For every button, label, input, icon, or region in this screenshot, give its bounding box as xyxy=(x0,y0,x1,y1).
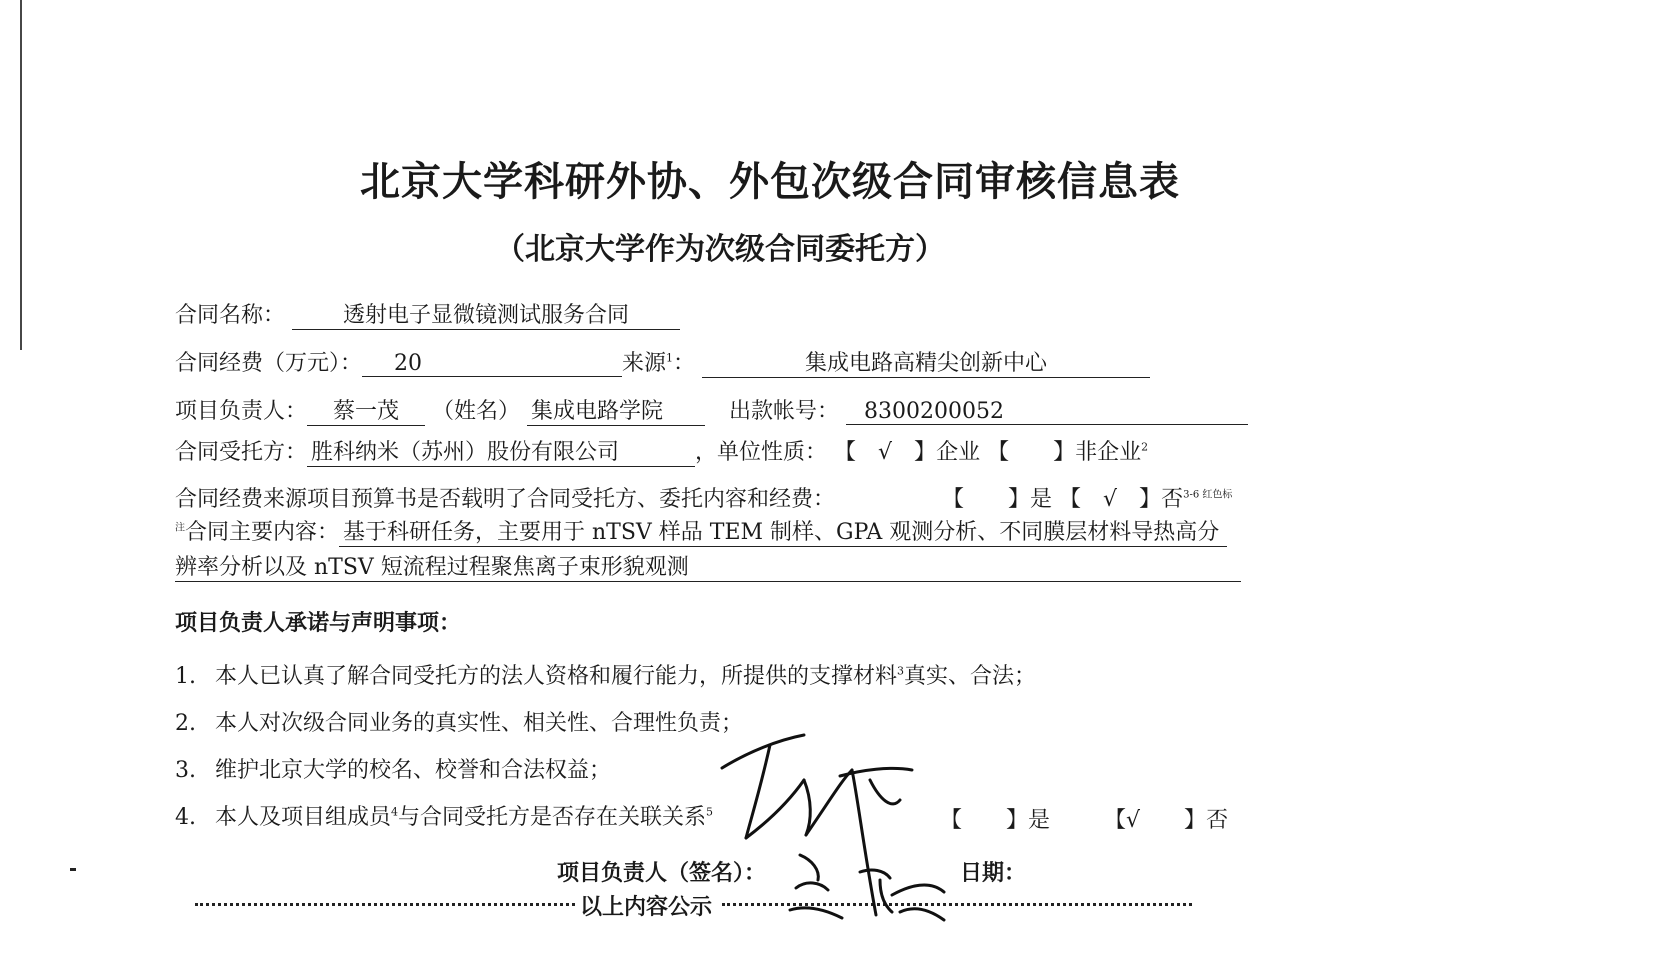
enterprise-label: 企业 xyxy=(936,440,981,465)
budget-no-label: 否 xyxy=(1161,487,1184,512)
enterprise-checkbox: 【 √ 】 xyxy=(834,440,937,465)
pi-label: 项目负责人： xyxy=(175,399,308,424)
item-number: 2. xyxy=(175,711,196,736)
contract-name-label: 合同名称： xyxy=(175,303,286,328)
pi-value: 蔡一茂 xyxy=(307,394,425,426)
account-label: 出款帐号： xyxy=(729,399,840,424)
name-hint: （姓名） xyxy=(432,399,521,424)
item-footnote: 4 xyxy=(391,805,399,819)
fee-label: 合同经费（万元）： xyxy=(175,351,363,376)
budget-yes-label: 是 xyxy=(1030,487,1053,512)
document-subtitle: （北京大学作为次级合同委托方） xyxy=(495,232,945,267)
source-label: 来源 xyxy=(622,351,667,376)
date-label: 日期： xyxy=(960,861,1027,886)
content-note-footnote: 注 xyxy=(175,522,185,534)
item-text-a: 本人已认真了解合同受托方的法人资格和履行能力，所提供的支撑材料 xyxy=(215,664,898,689)
relation-yes-label: 是 xyxy=(1028,808,1051,833)
item-number: 4. xyxy=(175,805,196,830)
content-value-line2: 辨率分析以及 nTSV 短流程过程聚焦离子束形貌观测 xyxy=(175,550,1241,582)
document-title: 北京大学科研外协、外包次级合同审核信息表 xyxy=(360,159,1180,205)
budget-no-checkbox: 【 √ 】 xyxy=(1059,487,1162,512)
signature-label: 项目负责人（签名）： xyxy=(557,861,767,886)
non-enterprise-checkbox: 【 】 xyxy=(987,440,1076,465)
item-text-b: 与合同受托方是否存在关联关系 xyxy=(398,805,707,830)
declaration-heading: 项目负责人承诺与声明事项： xyxy=(175,611,462,636)
item-number: 3. xyxy=(175,758,196,783)
source-colon: ： xyxy=(673,351,696,376)
dept-value: 集成电路学院 xyxy=(527,394,705,426)
budget-note-footnote: 3-6 红色标 xyxy=(1183,489,1233,501)
trustee-value: 胜科纳米（苏州）股份有限公司 xyxy=(307,435,695,467)
budget-question: 合同经费来源项目预算书是否载明了合同受托方、委托内容和经费： xyxy=(175,487,836,512)
account-value: 8300200052 xyxy=(846,399,1248,425)
source-footnote: 1 xyxy=(666,351,674,365)
unit-nature-label: ，单位性质： xyxy=(695,440,828,465)
item-footnote-2: 5 xyxy=(706,805,714,819)
relation-yes-checkbox: 【 】 xyxy=(940,808,1029,833)
content-value-line1: 基于科研任务，主要用于 nTSV 样品 TEM 制样、GPA 观测分析、不同膜层材料导热高分 xyxy=(339,515,1227,547)
content-label: 合同主要内容： xyxy=(185,520,340,545)
item-number: 1. xyxy=(175,664,196,689)
item-text-a: 维护北京大学的校名、校誉和合法权益； xyxy=(215,758,612,783)
item-text-a: 本人对次级合同业务的真实性、相关性、合理性负责； xyxy=(215,711,744,736)
fee-value: 20 xyxy=(362,351,622,377)
non-enterprise-label: 非企业 xyxy=(1075,440,1142,465)
trustee-label: 合同受托方： xyxy=(175,440,308,465)
public-notice: 以上内容公示 xyxy=(580,895,713,920)
item-text-b: 真实、合法； xyxy=(904,664,1037,689)
contract-name-value: 透射电子显微镜测试服务合同 xyxy=(292,298,680,330)
item-footnote: 3 xyxy=(897,664,905,678)
relation-no-label: 否 xyxy=(1206,808,1229,833)
relation-no-checkbox: 【√ 】 xyxy=(1104,808,1207,833)
item-text-a: 本人及项目组成员 xyxy=(215,805,392,830)
budget-yes-checkbox: 【 】 xyxy=(942,487,1031,512)
source-value: 集成电路高精尖创新中心 xyxy=(702,346,1150,378)
non-enterprise-footnote: 2 xyxy=(1141,440,1149,454)
